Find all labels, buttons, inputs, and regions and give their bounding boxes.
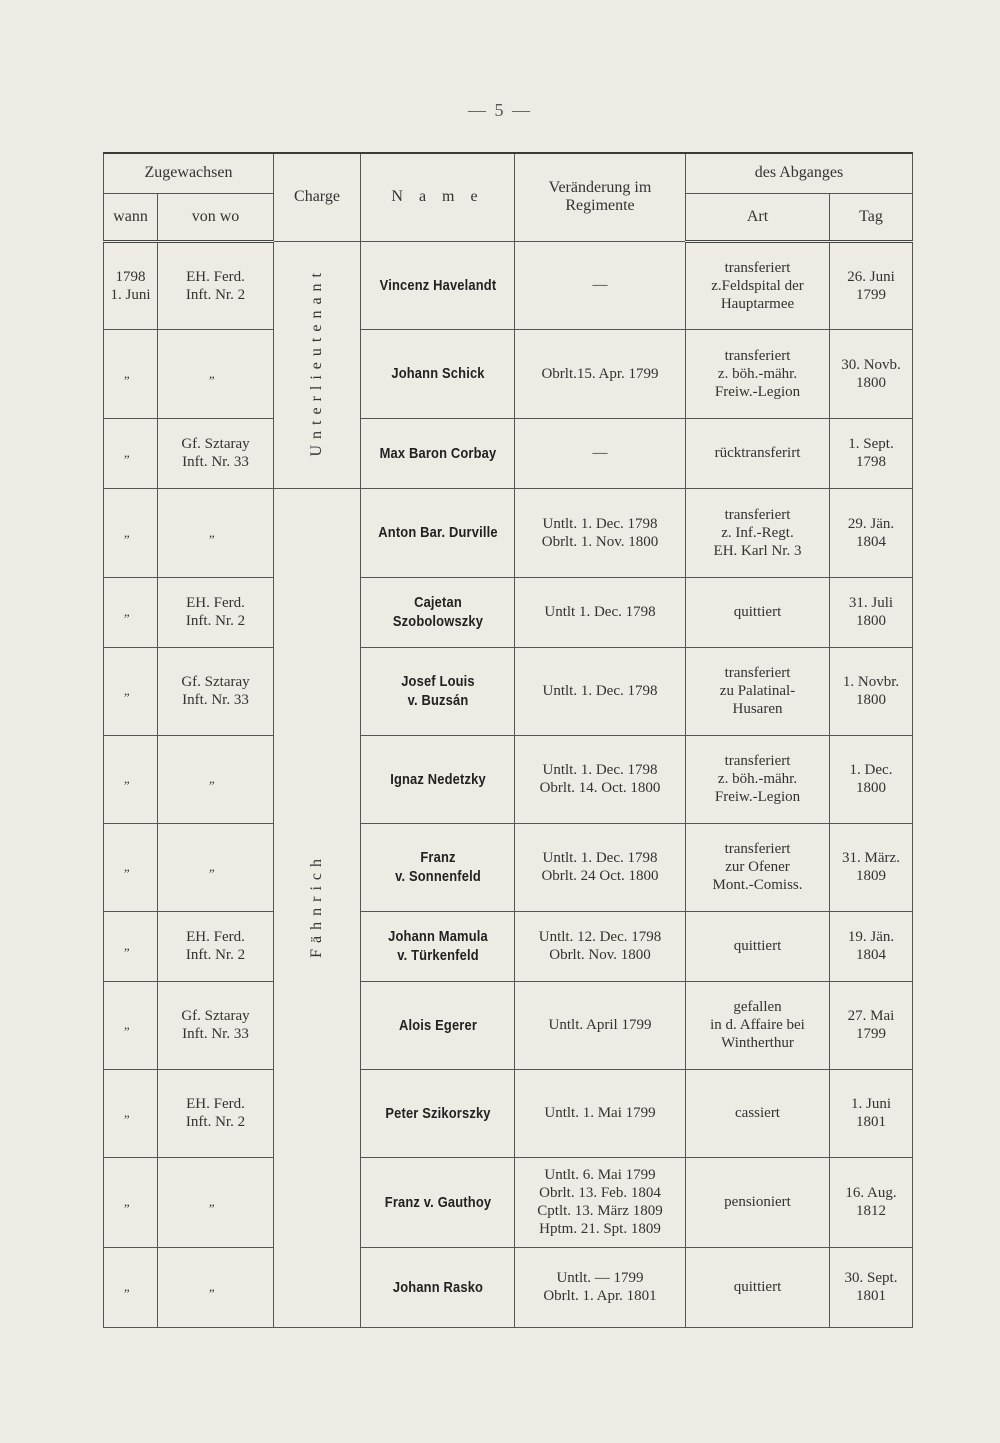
cell-art: transferiert zu Palatinal- Husaren <box>686 647 830 735</box>
cell-art: quittiert <box>686 911 830 981</box>
cell-veraenderung: Untlt 1. Dec. 1798 <box>515 577 686 647</box>
page-number: — 5 — <box>468 100 532 120</box>
cell-wann: „ <box>104 329 158 418</box>
table-row <box>104 1247 913 1327</box>
cell-veraenderung: Untlt. 1. Dec. 1798 Obrlt. 1. Nov. 1800 <box>515 488 686 577</box>
table-row <box>104 647 913 735</box>
cell-art: quittiert <box>686 577 830 647</box>
cell-name: Johann Rasko <box>371 1247 503 1327</box>
cell-tag: 31. Juli 1800 <box>830 577 913 647</box>
cell-tag: 30. Sept. 1801 <box>830 1247 913 1327</box>
cell-veraenderung: Untlt. 1. Mai 1799 <box>515 1069 686 1157</box>
cell-art: quittiert <box>686 1247 830 1327</box>
cell-von-wo: „ <box>158 735 274 823</box>
header-zugewachsen: Zugewachsen <box>104 153 274 193</box>
header-veraenderung: Veränderung im Regimente <box>515 153 686 241</box>
cell-veraenderung: Untlt. 1. Dec. 1798 <box>515 647 686 735</box>
cell-wann: „ <box>104 911 158 981</box>
regiment-roster-table <box>103 152 913 1328</box>
table-row <box>104 329 913 418</box>
header-wann: wann <box>104 193 158 241</box>
cell-wann: „ <box>104 735 158 823</box>
cell-name: Peter Szikorszky <box>371 1069 503 1157</box>
charge-label-faehnrich: Fähnrich <box>308 852 325 958</box>
cell-von-wo: EH. Ferd. Inft. Nr. 2 <box>158 241 274 329</box>
cell-tag: 1. Dec. 1800 <box>830 735 913 823</box>
cell-wann: „ <box>104 418 158 488</box>
cell-veraenderung: Untlt. April 1799 <box>515 981 686 1069</box>
cell-name: Johann Schick <box>371 329 503 418</box>
table-row <box>104 911 913 981</box>
cell-wann: 1798 1. Juni <box>104 241 158 329</box>
header-name: N a m e <box>361 153 515 241</box>
cell-tag: 29. Jän. 1804 <box>830 488 913 577</box>
cell-name: Anton Bar. Durville <box>371 488 503 577</box>
charge-label-unterlieutenant: Unterlieutenant <box>308 267 325 457</box>
cell-art: transferiert z. böh.-mähr. Freiw.-Legion <box>686 735 830 823</box>
table-row <box>104 735 913 823</box>
cell-name: Johann Mamula v. Türkenfeld <box>371 911 503 981</box>
cell-art: transferiert z. böh.-mähr. Freiw.-Legion <box>686 329 830 418</box>
cell-wann: „ <box>104 823 158 911</box>
header-abgang: des Abganges <box>686 153 913 193</box>
table-row <box>104 418 913 488</box>
cell-name: Josef Louis v. Buzsán <box>371 647 503 735</box>
cell-name: Alois Egerer <box>371 981 503 1069</box>
cell-art: cassiert <box>686 1069 830 1157</box>
cell-wann: „ <box>104 577 158 647</box>
table-row <box>104 577 913 647</box>
cell-von-wo: „ <box>158 329 274 418</box>
cell-von-wo: „ <box>158 1157 274 1247</box>
charge-unterlieutenant <box>274 241 361 488</box>
cell-wann: „ <box>104 1157 158 1247</box>
table-row <box>104 1069 913 1157</box>
cell-veraenderung: Untlt. 12. Dec. 1798 Obrlt. Nov. 1800 <box>515 911 686 981</box>
cell-wann: „ <box>104 1069 158 1157</box>
charge-faehnrich <box>274 488 361 1327</box>
cell-veraenderung: Obrlt.15. Apr. 1799 <box>515 329 686 418</box>
cell-von-wo: Gf. Sztaray Inft. Nr. 33 <box>158 981 274 1069</box>
cell-wann: „ <box>104 647 158 735</box>
cell-von-wo: Gf. Sztaray Inft. Nr. 33 <box>158 418 274 488</box>
cell-von-wo: EH. Ferd. Inft. Nr. 2 <box>158 1069 274 1157</box>
cell-tag: 1. Sept. 1798 <box>830 418 913 488</box>
table-row <box>104 1157 913 1247</box>
cell-veraenderung: — <box>515 418 686 488</box>
cell-name: Max Baron Corbay <box>371 418 503 488</box>
cell-name: Ignaz Nedetzky <box>371 735 503 823</box>
cell-name: Franz v. Gauthoy <box>371 1157 503 1247</box>
cell-wann: „ <box>104 981 158 1069</box>
cell-art: rücktransferirt <box>686 418 830 488</box>
cell-von-wo: EH. Ferd. Inft. Nr. 2 <box>158 911 274 981</box>
cell-tag: 26. Juni 1799 <box>830 241 913 329</box>
cell-art: pensioniert <box>686 1157 830 1247</box>
table-row <box>104 241 913 329</box>
cell-von-wo: EH. Ferd. Inft. Nr. 2 <box>158 577 274 647</box>
cell-tag: 1. Juni 1801 <box>830 1069 913 1157</box>
cell-veraenderung: Untlt. — 1799 Obrlt. 1. Apr. 1801 <box>515 1247 686 1327</box>
cell-veraenderung: Untlt. 1. Dec. 1798 Obrlt. 14. Oct. 1800 <box>515 735 686 823</box>
header-art: Art <box>686 193 830 241</box>
cell-von-wo: Gf. Sztaray Inft. Nr. 33 <box>158 647 274 735</box>
cell-tag: 27. Mai 1799 <box>830 981 913 1069</box>
table-row <box>104 823 913 911</box>
table-row <box>104 488 913 577</box>
cell-wann: „ <box>104 1247 158 1327</box>
cell-name: Cajetan Szobolowszky <box>371 577 503 647</box>
cell-tag: 19. Jän. 1804 <box>830 911 913 981</box>
cell-tag: 30. Novb. 1800 <box>830 329 913 418</box>
cell-art: transferiert zur Ofener Mont.-Comiss. <box>686 823 830 911</box>
roster-body <box>104 241 913 1327</box>
cell-wann: „ <box>104 488 158 577</box>
cell-tag: 1. Novbr. 1800 <box>830 647 913 735</box>
table-row <box>104 981 913 1069</box>
cell-tag: 31. März. 1809 <box>830 823 913 911</box>
header-charge: Charge <box>274 153 361 241</box>
cell-name: Vincenz Havelandt <box>371 241 503 329</box>
cell-art: transferiert z.Feldspital der Hauptarmee <box>686 241 830 329</box>
header-von-wo: von wo <box>158 193 274 241</box>
cell-name: Franz v. Sonnenfeld <box>371 823 503 911</box>
cell-von-wo: „ <box>158 823 274 911</box>
cell-veraenderung: Untlt. 6. Mai 1799 Obrlt. 13. Feb. 1804 Cptlt. 13. März 1809 Hptm. 21. Spt. 1809 <box>515 1157 686 1247</box>
cell-von-wo: „ <box>158 488 274 577</box>
cell-art: transferiert z. Inf.-Regt. EH. Karl Nr. 3 <box>686 488 830 577</box>
header-tag: Tag <box>830 193 913 241</box>
cell-tag: 16. Aug. 1812 <box>830 1157 913 1247</box>
cell-veraenderung: Untlt. 1. Dec. 1798 Obrlt. 24 Oct. 1800 <box>515 823 686 911</box>
cell-veraenderung: — <box>515 241 686 329</box>
cell-von-wo: „ <box>158 1247 274 1327</box>
cell-art: gefallen in d. Affaire bei Wintherthur <box>686 981 830 1069</box>
